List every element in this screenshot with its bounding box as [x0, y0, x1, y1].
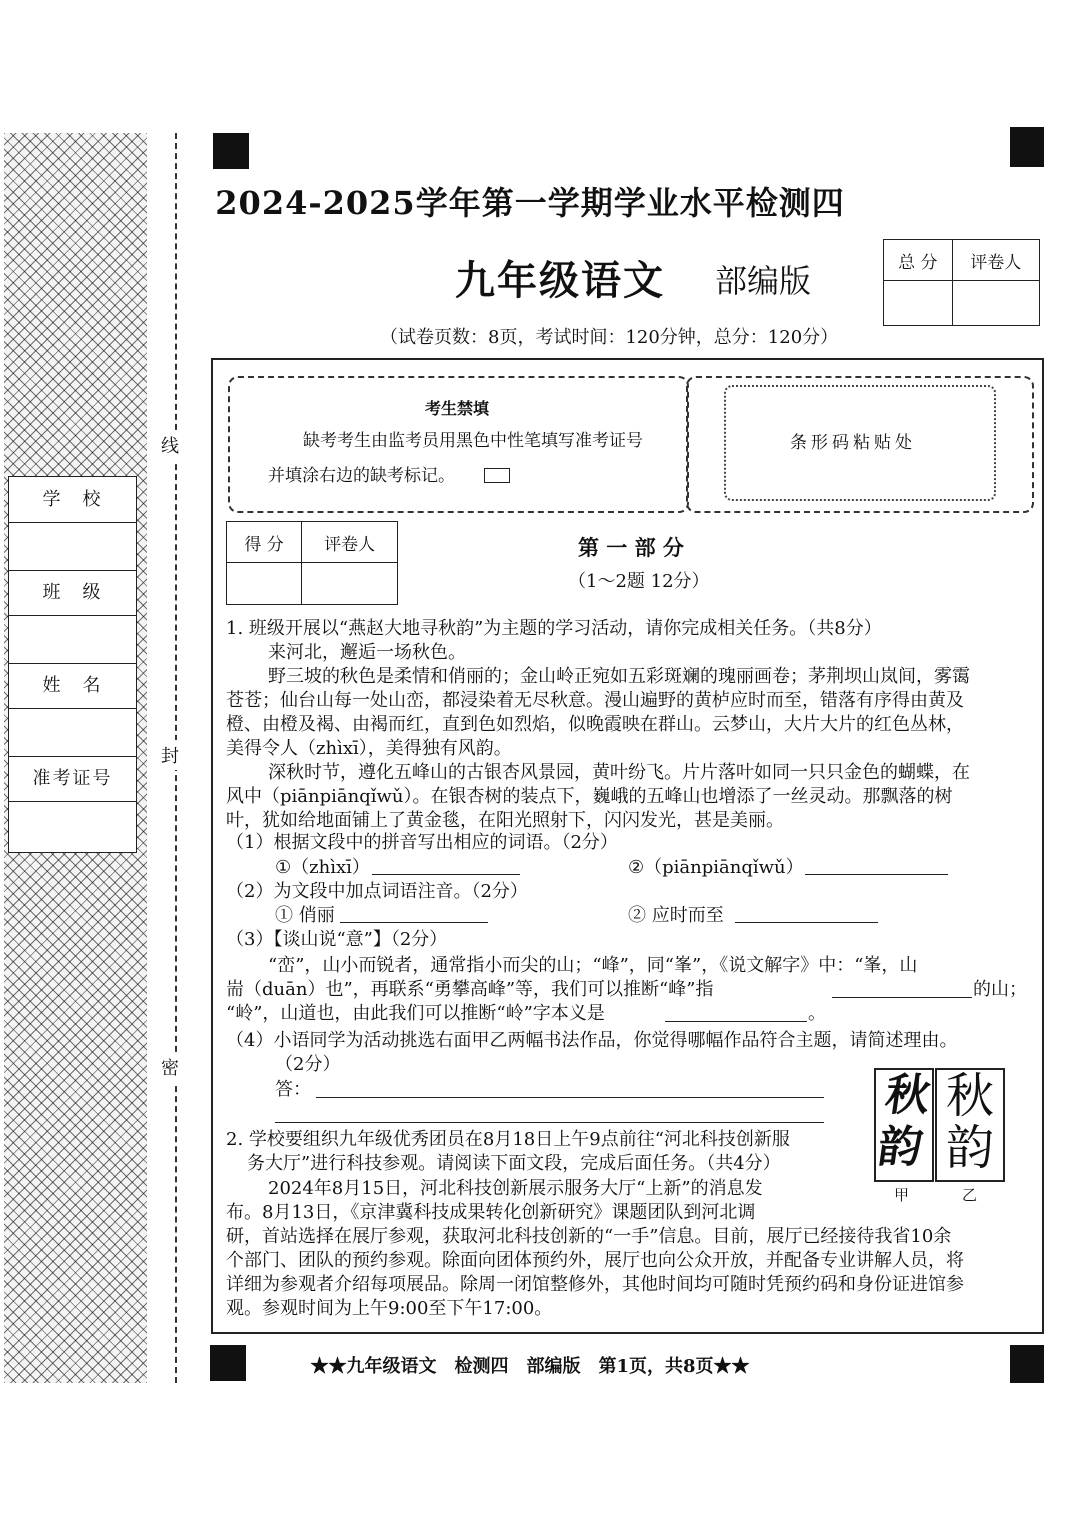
part1-grader-header: 评卷人	[302, 522, 398, 563]
part1-score-table	[226, 521, 398, 605]
q1-sub2-a: ① 俏丽	[275, 905, 335, 926]
registration-mark-tr	[1010, 127, 1044, 167]
q1-sub3: （3）【谈山说“意”】（2分）	[226, 929, 448, 950]
q1-stem: 1. 班级开展以“燕赵大地寻秋韵”为主题的学习活动，请你完成相关任务。（共8分）	[226, 618, 882, 639]
edition-label: 部编版	[715, 262, 812, 300]
class-label: 班 级	[42, 582, 103, 603]
q2-stem-line1: 2. 学校要组织九年级优秀团员在8月18日上午9点前往“河北科技创新服	[226, 1129, 790, 1150]
q2-para-line: 研，首站选择在展厅参观，获取河北科技创新的“一手”信息。目前，展厅已经接待我省10余	[226, 1226, 952, 1247]
q1-sub3-line1: “峦”，山小而锐者，通常指小而尖的山；“峰”，同“峯”，《说文解字》中：“峯，山	[268, 955, 918, 976]
q1-para-line: 苍苍；仙台山每一处山峦，都浸染着无尽秋意。漫山遍野的黄栌应时而至，错落有序得由黄及	[226, 690, 964, 711]
part1-grader-cell[interactable]	[302, 563, 398, 605]
q1-answer-label: 答：	[275, 1079, 311, 1100]
notice-line1: 缺考考生由监考员用黑色中性笔填写准考证号	[303, 431, 643, 451]
q1-para-line: 野三坡的秋色是柔情和俏丽的；金山岭正宛如五彩斑斓的瑰丽画卷；茅荆坝山岚间，雾霭	[268, 666, 970, 687]
total-score-table	[883, 239, 1040, 326]
grader-header: 评卷人	[952, 240, 1039, 281]
part1-score-header: 得 分	[227, 522, 302, 563]
calligraphy-yi-label: 乙	[962, 1186, 978, 1204]
calligraphy-yi-text: 秋韵	[945, 1068, 994, 1176]
q2-para-line: 个部门、团队的预约参观。除面向团体预约外，展厅也向公众开放，并配备专业讲解人员，将	[226, 1250, 964, 1271]
q1-para-line: 来河北，邂逅一场秋色。	[268, 642, 466, 663]
school-label: 学 校	[42, 489, 103, 510]
calligraphy-jia-text: 秋韵	[874, 1070, 934, 1173]
absence-mark-box[interactable]	[484, 468, 510, 483]
q1-sub1-a-answer[interactable]	[372, 852, 520, 875]
q1-sub1-b-answer[interactable]	[805, 852, 948, 875]
q1-para-line: 美得令人（zhìxī），美得独有风韵。	[226, 738, 512, 759]
q1-sub3-answer-1[interactable]	[832, 975, 972, 998]
q1-sub3-line2a: 耑（duān）也”，再联系“勇攀高峰”等，我们可以推断“峰”指	[226, 979, 714, 1000]
q1-sub4-answer-line1[interactable]	[316, 1075, 824, 1098]
q1-sub1-a: ①（zhìxī）	[275, 857, 370, 878]
registration-mark-tl	[213, 133, 249, 169]
part1-range: （1～2题 12分）	[568, 571, 710, 592]
q1-para-line: 风中（piānpiānqǐwǔ）。在银杏树的装点下，巍峨的五峰山也增添了一丝灵动。那飘落的树	[226, 786, 953, 807]
q1-sub3-line2b: 的山；	[973, 979, 1027, 1000]
part1-score-cell[interactable]	[227, 563, 302, 605]
exam-info: （试卷页数：8页，考试时间：120分钟，总分：120分）	[380, 327, 839, 348]
name-label: 姓 名	[42, 675, 103, 696]
barcode-label: 条形码粘贴处	[790, 433, 916, 453]
q2-para-line: 2024年8月15日，河北科技创新展示服务大厅“上新”的消息发	[268, 1178, 763, 1199]
total-score-cell[interactable]	[884, 281, 953, 326]
calligraphy-jia-label: 甲	[894, 1186, 910, 1204]
notice-line2: 并填涂右边的缺考标记。	[268, 466, 455, 486]
part1-title: 第 一 部 分	[578, 535, 684, 560]
q2-para-line: 详细为参观者介绍每项展品。除周一闭馆整修外，其他时间均可随时凭预约码和身份证进馆参	[226, 1274, 964, 1295]
notice-heading: 考生禁填	[425, 399, 490, 418]
q1-sub3-answer-2[interactable]	[665, 999, 807, 1022]
q1-sub1: （1）根据文段中的拼音写出相应的词语。（2分）	[226, 832, 618, 853]
cut-char-line: 线	[161, 430, 179, 460]
cut-char-seal: 封	[161, 740, 179, 770]
student-info-box	[8, 476, 137, 853]
q1-sub4-answer-line2[interactable]	[275, 1100, 824, 1123]
q2-para-line: 布。8月13日，《京津冀科技成果转化创新研究》课题团队到河北调	[226, 1202, 756, 1223]
q1-sub2-b-answer[interactable]	[735, 900, 878, 923]
q1-sub3-line3b: 。	[808, 1003, 826, 1024]
exam-id-label: 准考证号	[32, 768, 113, 789]
q1-sub2: （2）为文段中加点词语注音。（2分）	[226, 881, 528, 902]
q1-para-line: 叶，犹如给地面铺上了黄金毯，在阳光照射下，闪闪发光，甚是美丽。	[226, 810, 784, 831]
q1-sub2-b: ② 应时而至	[628, 905, 724, 926]
total-score-header: 总 分	[884, 240, 953, 281]
q1-sub4: （4）小语同学为活动挑选右面甲乙两幅书法作品，你觉得哪幅作品符合主题，请简述理由。	[226, 1030, 958, 1051]
subject-title: 九年级语文	[455, 257, 665, 304]
q1-sub1-b: ②（piānpiānqǐwǔ）	[628, 857, 804, 878]
calligraphy-jia	[874, 1068, 934, 1182]
q2-para-line: 观。参观时间为上午9:00至下午17:00。	[226, 1298, 553, 1319]
exam-title: 2024-2025学年第一学期学业水平检测四	[215, 184, 845, 222]
page-footer: ★★九年级语文 检测四 部编版 第1页，共8页★★	[310, 1356, 750, 1377]
cut-char-secret: 密	[161, 1052, 179, 1082]
q1-para-line: 橙、由橙及褐、由褐而红，直到色如烈焰，似晚霞映在群山。云梦山，大片大片的红色丛林，	[226, 714, 964, 735]
q1-sub4-points: （2分）	[275, 1054, 341, 1075]
calligraphy-yi	[935, 1068, 1005, 1182]
q2-stem-line2: 务大厅”进行科技参观。请阅读下面文段，完成后面任务。（共4分）	[247, 1153, 781, 1174]
q1-sub2-a-answer[interactable]	[340, 900, 488, 923]
grader-cell[interactable]	[952, 281, 1039, 326]
q1-para-line: 深秋时节，遵化五峰山的古银杏风景园，黄叶纷飞。片片落叶如同一只只金色的蝴蝶，在	[268, 762, 970, 783]
q1-sub3-line3a: “岭”，山道也，由此我们可以推断“岭”字本义是	[226, 1003, 605, 1024]
